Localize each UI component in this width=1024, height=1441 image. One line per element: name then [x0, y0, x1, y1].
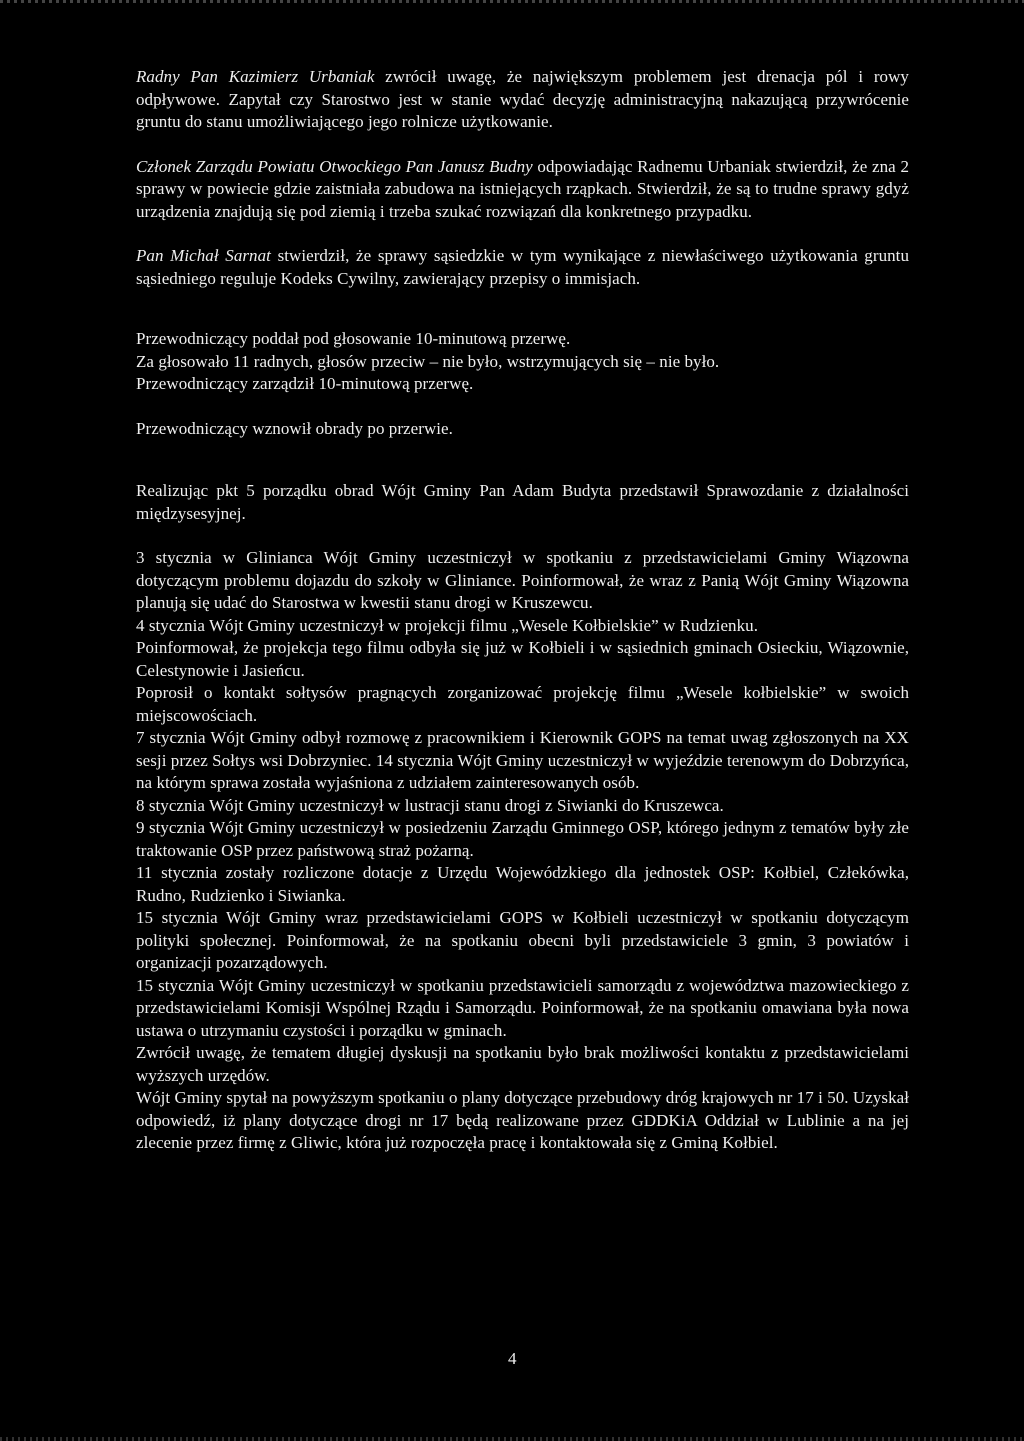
paragraph-text: odpowiadając Radnemu Urbaniak stwierdził, że zna 2 sprawy w powiecie gdzie zaistniała zabudowa na istniejących rząpkach. Stwierdził, że są to trudne sprawy gdyż urządzenia znajdują się pod ziemią i trzeba szukać rozwiązań dla konkretnego przypadku.	[136, 156, 909, 221]
paragraph: 15 stycznia Wójt Gminy uczestniczył w spotkaniu przedstawicieli samorządu z województwa mazowieckiego z przedstawicielami Komisji Wspólnej Rządu i Samorządu. Poinformował, że na spotkaniu omawiana była nowa ustawa o utrzymaniu czystości i porządku w gminach.	[136, 975, 909, 1040]
paragraph: 7 stycznia Wójt Gminy odbył rozmowę z pracownikiem i Kierownik GOPS na temat uwag zgłoszonych na XX sesji przez Sołtys wsi Dobrzyniec. 14 stycznia Wójt Gminy uczestniczył w wyjeździe terenowym do Dobrzyńca, na którym sprawa została wyjaśniona z udziałem zainteresowanych osób.	[136, 728, 909, 792]
paragraph	[136, 66, 909, 134]
paragraph-text: zwrócił uwagę, że największym problemem jest drenacja pól i rowy odpływowe. Zapytał czy Starostwo jest w stanie wydać decyzję administracyjną nakazującą przywrócenie gruntu do stanu umożliwiającego jego rolnicze użytkowanie.	[136, 67, 909, 131]
paragraph	[136, 245, 909, 290]
paragraph-text: stwierdził, że sprawy sąsiedzkie w tym wynikające z niewłaściwego użytkowania gruntu sąsiedniego reguluje Kodeks Cywilny, zawierający przepisy o immisjach.	[136, 246, 909, 288]
page-number: 4	[508, 1349, 517, 1368]
paragraph: Poinformował, że projekcja tego filmu odbyła się już w Kołbieli i w sąsiednich gminach Osieckiu, Wiązownie, Celestynowie i Jasieńcu.	[136, 638, 909, 680]
paragraph: Realizując pkt 5 porządku obrad Wójt Gminy Pan Adam Budyta przedstawił Sprawozdanie z działalności międzysesyjnej.	[136, 481, 909, 523]
scan-edge-bottom	[0, 1437, 1024, 1441]
speaker-name: Członek Zarządu Powiatu Otwockiego Pan Janusz Budny	[136, 156, 533, 176]
paragraph: 15 stycznia Wójt Gminy wraz przedstawicielami GOPS w Kołbieli uczestniczył w spotkaniu dotyczącym polityki społecznej. Poinformował, że na spotkaniu obecni byli przedstawiciele 3 gmin, 3 powiatów i organizacji pozarządowych.	[136, 908, 909, 972]
paragraph: 11 stycznia zostały rozliczone dotacje z Urzędu Wojewódzkiego dla jednostek OSP: Kołbiel, Człekówka, Rudno, Rudzienko i Siwianka.	[136, 863, 909, 905]
paragraph: 8 stycznia Wójt Gminy uczestniczył w lustracji stanu drogi z Siwianki do Kruszewca.	[136, 795, 724, 815]
paragraph: 3 stycznia w Glinianca Wójt Gminy uczestniczył w spotkaniu z przedstawicielami Gminy Wiązowna dotyczącym problemu dojazdu do szkoły w Gliniance. Poinformował, że wraz z Panią Wójt Gminy Wiązowna planują się udać do Starostwa w kwestii stanu drogi w Kruszewcu.	[136, 548, 909, 612]
speaker-name: Pan Michał Sarnat	[136, 246, 271, 265]
paragraph: Wójt Gminy spytał na powyższym spotkaniu o plany dotyczące przebudowy dróg krajowych nr 17 i 50. Uzyskał odpowiedź, iż plany dotyczące drogi nr 17 będą realizowane przez GDDKiA Oddział w Lublinie a na jej zlecenie przez firmę z Gliwic, która już rozpoczęła pracę i kontaktowała się z Gminą Kołbiel.	[136, 1088, 909, 1152]
paragraph: 9 stycznia Wójt Gminy uczestniczył w posiedzeniu Zarządu Gminnego OSP, którego jednym z tematów były złe traktowanie OSP przez państwową straż pożarną.	[136, 818, 909, 860]
document-body	[136, 66, 909, 1155]
paragraph: Za głosowało 11 radnych, głosów przeciw – nie było, wstrzymujących się – nie było.	[136, 351, 720, 371]
paragraph: 4 stycznia Wójt Gminy uczestniczył w projekcji filmu „Wesele Kołbielskie” w Rudzienku.	[136, 615, 759, 635]
paragraph: Przewodniczący zarządził 10-minutową przerwę.	[136, 374, 474, 393]
paragraph: Przewodniczący wznowił obrady po przerwie.	[136, 418, 453, 438]
paragraph	[136, 156, 909, 224]
paragraph: Przewodniczący poddał pod głosowanie 10-minutową przerwę.	[136, 329, 571, 348]
paragraph: Poprosił o kontakt sołtysów pragnących zorganizować projekcję filmu „Wesele kołbielskie” w swoich miejscowościach.	[136, 683, 909, 725]
speaker-name: Radny Pan Kazimierz Urbaniak	[136, 67, 375, 86]
paragraph: Zwrócił uwagę, że tematem długiej dyskusji na spotkaniu było brak możliwości kontaktu z przedstawicielami wyższych urzędów.	[136, 1043, 909, 1085]
scan-edge-top	[0, 0, 1024, 3]
